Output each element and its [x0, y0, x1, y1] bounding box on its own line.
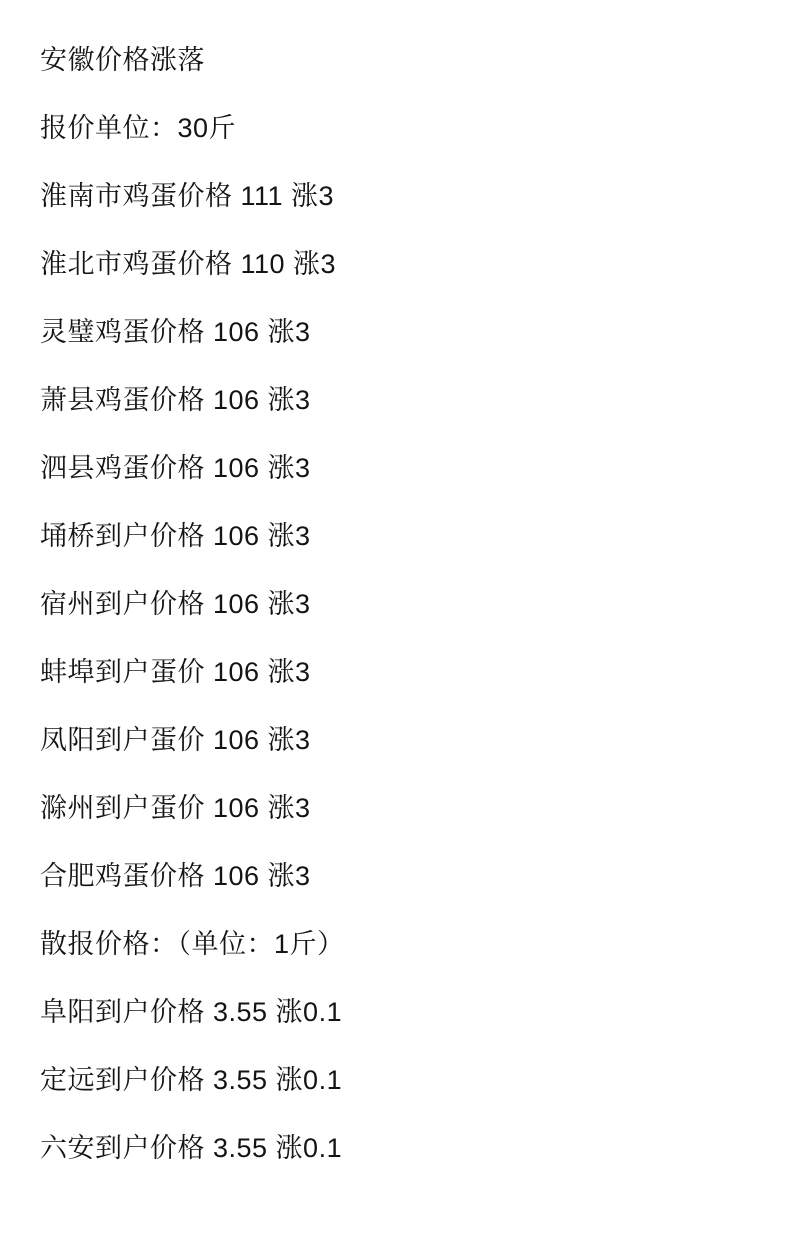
price-line: 六安到户价格 3.55 涨0.1: [40, 1133, 343, 1163]
price-line: 宿州到户价格 106 涨3: [40, 589, 311, 619]
price-line: 萧县鸡蛋价格 106 涨3: [40, 385, 311, 415]
price-line: 合肥鸡蛋价格 106 涨3: [40, 861, 311, 891]
price-line: 凤阳到户蛋价 106 涨3: [40, 725, 311, 755]
price-line: 滁州到户蛋价 106 涨3: [40, 793, 311, 823]
price-line: 灵璧鸡蛋价格 106 涨3: [40, 317, 311, 347]
price-line: 蚌埠到户蛋价 106 涨3: [40, 657, 311, 687]
bulk-quote-unit-line: 散报价格：（单位：1斤）: [40, 929, 345, 959]
price-line: 阜阳到户价格 3.55 涨0.1: [40, 997, 343, 1027]
price-line: 淮北市鸡蛋价格 110 涨3: [40, 249, 337, 279]
price-line: 泗县鸡蛋价格 106 涨3: [40, 453, 311, 483]
page-title: 安徽价格涨落: [40, 45, 205, 75]
price-line: 淮南市鸡蛋价格 111 涨3: [40, 181, 335, 211]
price-line: 定远到户价格 3.55 涨0.1: [40, 1065, 343, 1095]
price-line: 埇桥到户价格 106 涨3: [40, 521, 311, 551]
quote-unit-line: 报价单位：30斤: [40, 113, 237, 143]
